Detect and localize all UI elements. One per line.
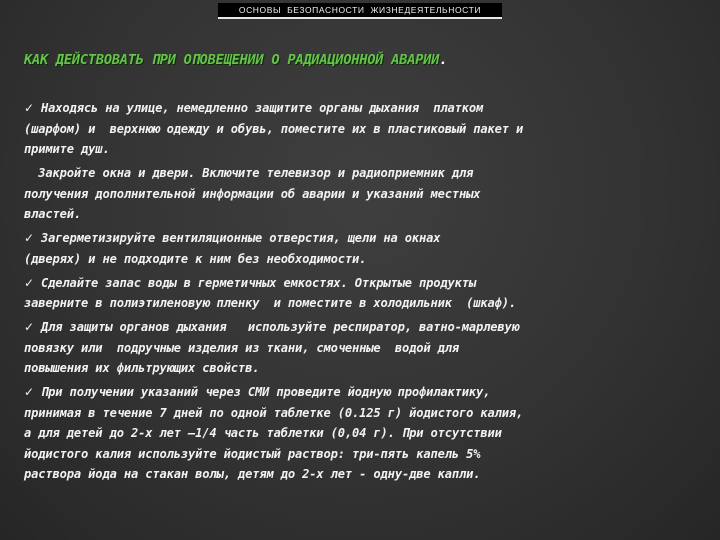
item-line: а для детей до 2-х лет –1/4 часть таблетки (0,04 г). При отсутствии: [24, 426, 502, 440]
checkmark-icon: ✓: [24, 101, 34, 115]
item-line: ✓ Для защиты органов дыхания используйте респиратор, ватно-марлевую: [24, 320, 519, 334]
list-item: [24, 273, 700, 314]
list-item: [24, 98, 700, 160]
checkmark-icon: ✓: [24, 231, 34, 245]
checkmark-icon: ✓: [24, 275, 34, 290]
item-line: Закройте окна и двери. Включите телевизор и радиоприемник для: [24, 166, 474, 180]
instructions-list: [24, 98, 700, 488]
item-line: раствора йода на стакан волы, детям до 2-х лет - одну-две капли.: [24, 467, 481, 481]
item-line: повязку или подручные изделия из ткани, смоченные водой для: [24, 340, 459, 355]
item-line: ✓ Загерметизируйте вентиляционные отверстия, щели на окнах: [24, 231, 441, 245]
title-text: КАК ДЕЙСТВОВАТЬ ПРИ ОПОВЕЩЕНИИ О РАДИАЦИОННОЙ АВАРИИ: [24, 52, 440, 68]
page-title: [24, 52, 704, 68]
item-line: (шарфом) и верхнюю одежду и обувь, поместите их в пластиковый пакет и: [24, 121, 524, 136]
item-line: властей.: [24, 207, 82, 221]
list-item: [24, 382, 700, 485]
list-item: [24, 317, 700, 379]
list-item: [24, 228, 700, 269]
checkmark-icon: ✓: [24, 385, 34, 399]
item-line: (дверях) и не подходите к ним без необходимости.: [24, 251, 367, 266]
header-banner: ОСНОВЫ БЕЗОПАСНОСТИ ЖИЗНЕДЕЯТЕЛЬНОСТИ: [218, 3, 502, 19]
item-line: йодистого калия используйте йодистый раствор: три-пять капель 5%: [24, 446, 481, 461]
list-item: [24, 163, 700, 225]
title-dot: .: [439, 52, 448, 68]
item-line: повышения их фильтрующих свойств.: [24, 361, 260, 375]
item-line: заверните в полиэтиленовую пленку и поместите в холодильник (шкаф).: [24, 296, 517, 310]
item-line: ✓ При получении указаний через СМИ проведите йодную профилактику,: [24, 385, 491, 399]
item-line: ✓ Сделайте запас воды в герметичных емкостях. Открытые продукты: [24, 275, 477, 290]
item-line: ✓ Находясь на улице, немедленно защитите органы дыхания платком: [24, 101, 484, 115]
item-line: принимая в течение 7 дней по одной таблетке (0.125 г) йодистого калия,: [24, 405, 524, 420]
item-line: примите душ.: [24, 142, 110, 156]
item-line: получения дополнительной информации об аварии и указаний местных: [24, 186, 481, 201]
checkmark-icon: ✓: [24, 320, 34, 334]
